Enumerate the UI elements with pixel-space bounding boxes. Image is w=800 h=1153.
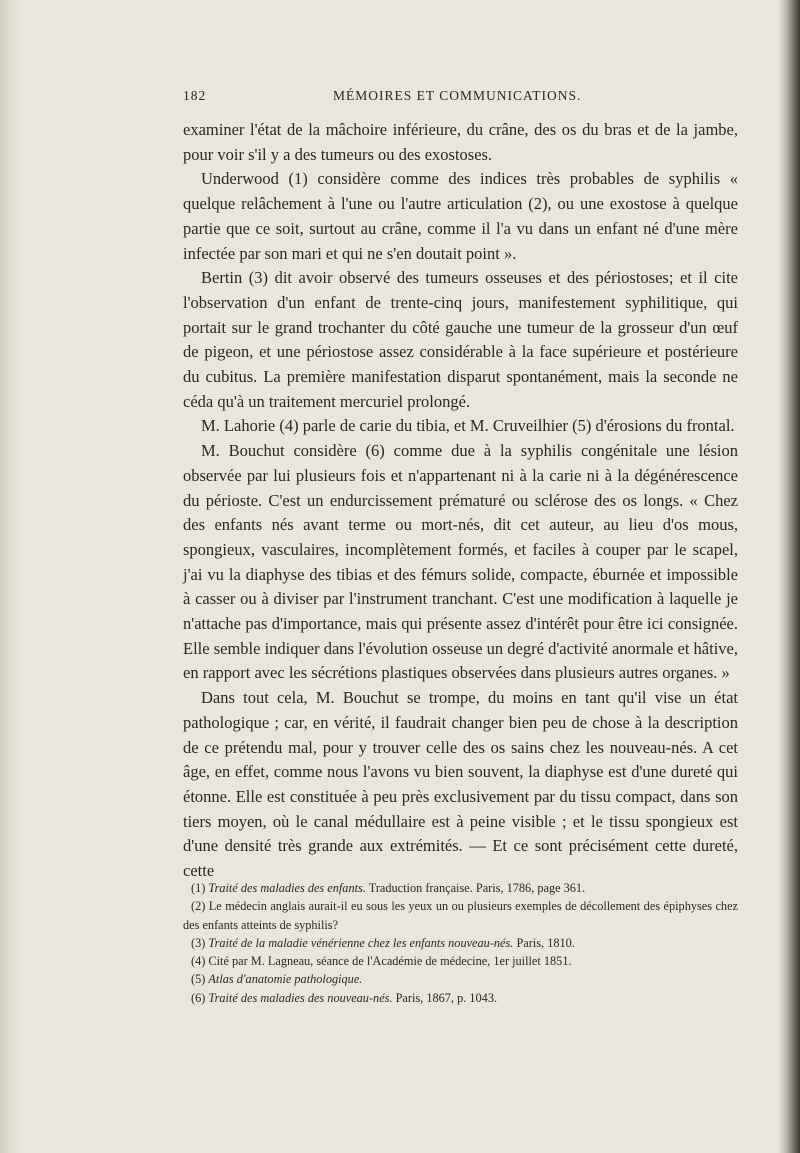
footnote-text: Cité par M. Lagneau, séance de l'Académie de médecine, 1er juillet 1851. <box>208 954 572 969</box>
running-title: MÉMOIRES ET COMMUNICATIONS. <box>333 88 582 103</box>
page-edge-shadow <box>778 0 800 1153</box>
page-binding-shadow <box>0 0 22 1153</box>
footnote-title: Traité des maladies des nouveau-nés. <box>208 990 393 1005</box>
footnote-title: Traité des maladies des enfants. <box>208 881 366 895</box>
footnote-number: (1) <box>191 881 206 895</box>
page-number: 182 <box>183 88 207 103</box>
footnote-title: Atlas d'anatomie pathologique. <box>208 972 363 987</box>
paragraph: M. Bouchut considère (6) comme due à la syphilis congénitale une lésion observée par lui plusieurs fois et n'appartenant ni à la carie ni à la dégénérescence du périoste. C'est un endurcissement prématuré ou sclérose des os longs. « Chez des enfants nés avant terme ou mort-nés, dit cet auteur, au lieu d'os mous, spongieux, vasculaires, incomplètement formés, et faciles à couper par le scapel, j'ai vu la diaphyse des tibias et des fémurs solide, compacte, éburnée et impossible à casser ou à diviser par l'instrument tranchant. C'est une modification à laquelle je n'attache pas d'importance, mais qui présente assez d'intérêt pour être ici consignée. Elle semble indiquer dans l'évolution osseuse un degré d'activité anormale et hâtive, en rapport avec les sécrétions plastiques observées dans plusieurs autres organes. » <box>183 441 738 683</box>
footnote-text: Le médecin anglais aurait-il eu sous les yeux un ou plusieurs exemples de décollement des épiphyses chez des enfants atteints de syphilis? <box>183 899 738 932</box>
footnote <box>183 989 738 1007</box>
footnote <box>183 952 738 970</box>
footnotes <box>183 879 738 1007</box>
footnote-title: Traité de la maladie vénérienne chez les enfants nouveau-nés. <box>208 935 514 950</box>
body-text <box>183 118 738 884</box>
paragraph: examiner l'état de la mâchoire inférieure, du crâne, des os du bras et de la jambe, pour voir s'il y a des tumeurs ou des exostoses. <box>183 120 738 164</box>
paragraph: Dans tout cela, M. Bouchut se trompe, du moins en tant qu'il vise un état pathologique ; car, en vérité, il faudrait changer bien peu de chose à la description de ce prétendu mal, pour y trouver celle des os sains chez les nouveau-nés. A cet âge, en effet, comme nous l'avons vu bien souvent, la diaphyse est d'une dureté qui étonne. Elle est constituée à peu près exclusivement par du tissu compact, dans son tiers moyen, où le canal médullaire est à peine visible ; et le tissu spongieux est d'une densité très grande aux extrémités. — Et ce sont précisément cette dureté, cette <box>183 688 738 881</box>
footnote-number: (4) <box>191 954 206 969</box>
footnote-text: Paris, 1810. <box>513 935 575 950</box>
footnote <box>183 934 738 952</box>
footnote <box>183 970 738 988</box>
footnote-number: (5) <box>191 972 206 987</box>
paragraph: M. Lahorie (4) parle de carie du tibia, et M. Cruveilhier (5) d'érosions du frontal. <box>201 416 735 436</box>
paragraph: Underwood (1) considère comme des indices très probables de syphilis « quelque relâchement à l'une ou l'autre articulation (2), ou une exostose à quelque partie que ce soit, surtout au crâne, comme il l'a vu dans un enfant né d'une mère infectée par son mari et qui ne s'en doutait point ». <box>183 169 738 263</box>
footnote <box>183 897 738 934</box>
footnote-number: (2) <box>191 899 206 914</box>
footnote-number: (6) <box>191 990 206 1005</box>
footnote <box>183 879 738 897</box>
footnote-number: (3) <box>191 935 206 950</box>
paragraph: Bertin (3) dit avoir observé des tumeurs osseuses et des périostoses; et il cite l'observation d'un enfant de trente-cinq jours, manifestement syphilitique, qui portait sur le grand trochanter du côté gauche une tumeur de la grosseur d'un œuf de pigeon, et une périostose assez considérable à la face supérieure et postérieure du cubitus. La première manifestation disparut spontanément, mais la seconde ne céda qu'à un traitement mercuriel prolongé. <box>183 268 738 411</box>
footnote-text: Paris, 1867, p. 1043. <box>392 990 498 1005</box>
footnote-text: Traduction française. Paris, 1786, page 361. <box>365 881 586 895</box>
